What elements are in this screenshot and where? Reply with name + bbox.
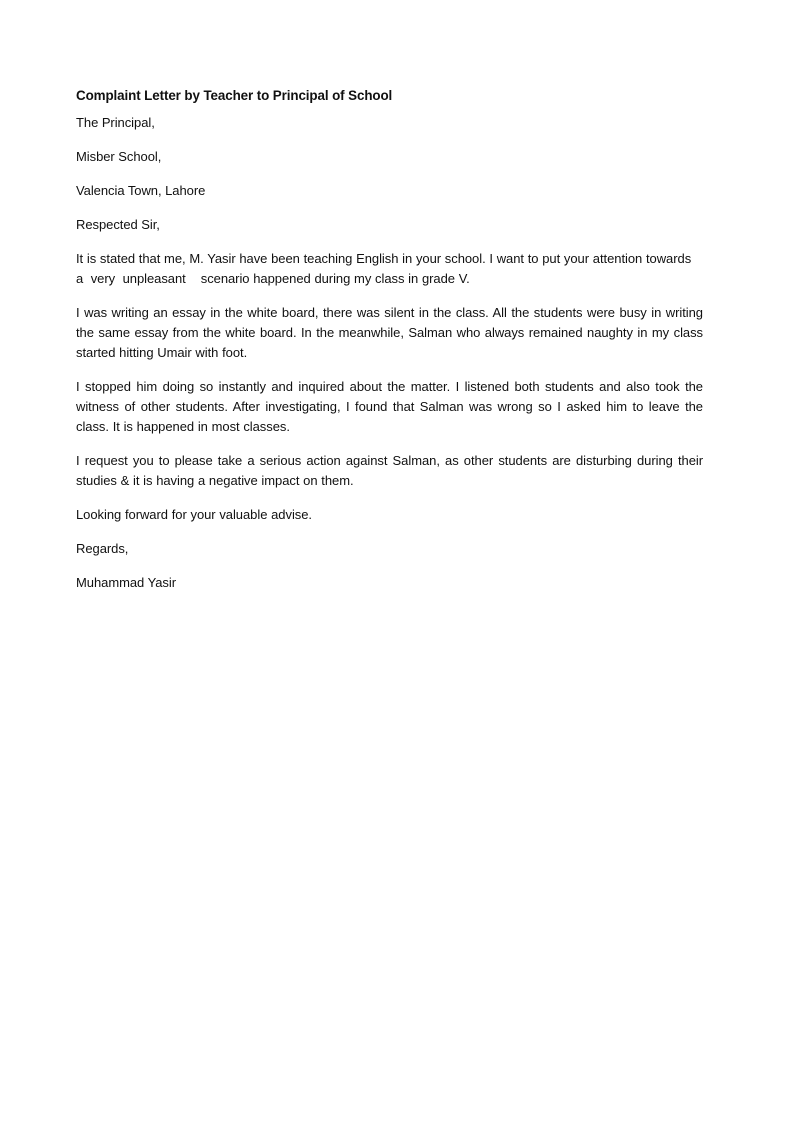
paragraph-1-line-1: It is stated that me, M. Yasir have been teaching English in your school. I want to put your attention towards (76, 251, 692, 266)
document-title: Complaint Letter by Teacher to Principal of School (76, 88, 393, 103)
closing: Regards, (76, 541, 129, 556)
salutation: Respected Sir, (76, 217, 160, 232)
paragraph-1-line-2: a very unpleasant scenario happened during my class in grade V. (76, 271, 470, 286)
recipient-line-3: Valencia Town, Lahore (76, 183, 206, 198)
paragraph-4: I request you to please take a serious action against Salman, as other students are disturbing during their studies & it is having a negative impact on them. (76, 453, 703, 488)
paragraph-3: I stopped him doing so instantly and inquired about the matter. I listened both students and also took the witness of other students. After investigating, I found that Salman was wrong so I asked him to leave the class. It is happened in most classes. (76, 379, 703, 434)
paragraph-1 (76, 249, 703, 289)
paragraph-2: I was writing an essay in the white board, there was silent in the class. All the students were busy in writing the same essay from the white board. In the meanwhile, Salman who always remained naughty in my class started hitting Umair with foot. (76, 305, 703, 360)
paragraph-5: Looking forward for your valuable advise. (76, 507, 312, 522)
signature: Muhammad Yasir (76, 575, 176, 590)
recipient-line-2: Misber School, (76, 149, 162, 164)
recipient-line-1: The Principal, (76, 115, 155, 130)
